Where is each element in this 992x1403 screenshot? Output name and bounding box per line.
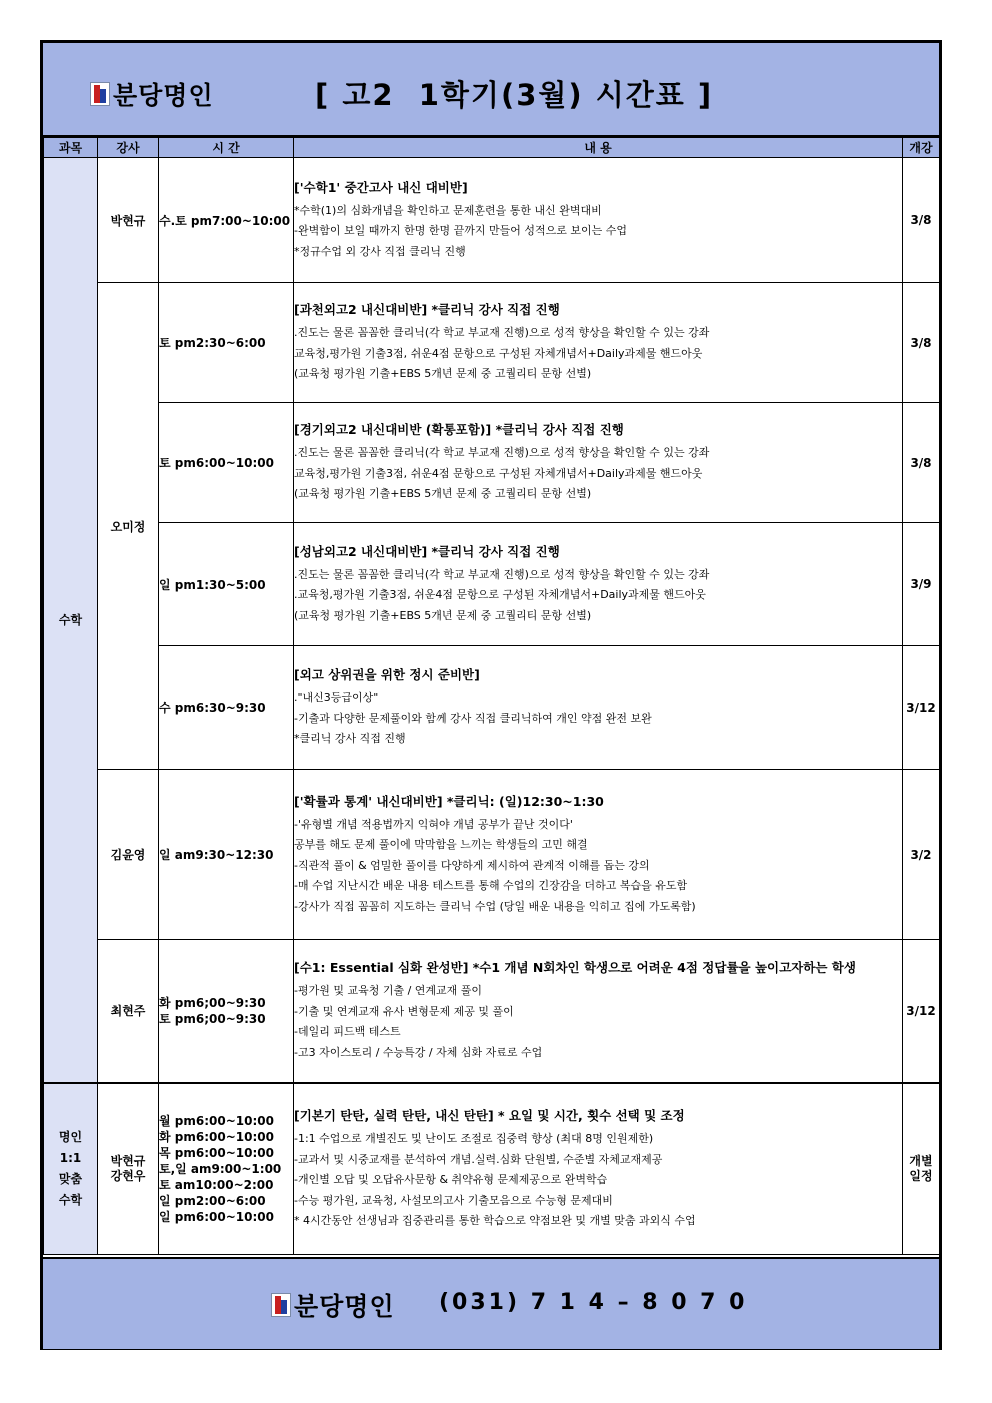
content-line: -개인별 오답 및 오답유사문항 & 취약유형 문제제공으로 완벽학습 — [294, 1173, 608, 1186]
content-line: .진도는 물론 꼼꼼한 클리닉(각 학교 부교재 진행)으로 성적 향상을 확인할 수 있는 강좌 — [294, 567, 710, 581]
time-cell: 토 pm6:00~10:00 — [159, 403, 294, 523]
teacher-cell: 오미정 — [98, 283, 159, 770]
class-title: [외고 상위권을 위한 정시 준비반] — [294, 667, 480, 683]
col-header-subject: 과목 — [44, 138, 98, 158]
content-line: -교과서 및 시중교재를 분석하여 개념.실력.심화 단원별, 수준별 자체교재제공 — [294, 1152, 663, 1166]
time-line: 토,일 am9:00~1:00 — [159, 1161, 282, 1176]
start-date: 3/8 — [903, 283, 940, 403]
start-line: 일정 — [909, 1168, 933, 1183]
table-row — [44, 158, 940, 283]
teacher-line: 강현우 — [110, 1168, 146, 1183]
class-title: [경기외고2 내신대비반 (확통포함)] *클리닉 강사 직접 진행 — [294, 422, 624, 438]
time-line: 일 pm2:00~6:00 — [159, 1193, 266, 1208]
time-cell — [159, 940, 294, 1083]
start-line: 개별 — [909, 1153, 933, 1168]
header-brand-name: 분당명인 — [113, 81, 214, 110]
teacher-cell: 최현주 — [98, 940, 159, 1083]
col-header-start: 개강 — [903, 138, 940, 158]
time-line: 토 pm6;00~9:30 — [159, 1011, 266, 1026]
teacher-cell — [98, 1083, 159, 1255]
time-cell — [159, 1083, 294, 1255]
time-line: 일 pm6:00~10:00 — [159, 1209, 274, 1224]
content-cell — [294, 1083, 903, 1255]
content-line: *정규수업 외 강사 직접 클리닉 진행 — [294, 244, 466, 258]
time-line: 월 pm6:00~10:00 — [159, 1113, 274, 1128]
content-line: .진도는 물론 꼼꼼한 클리닉(각 학교 부교재 진행)으로 성적 향상을 확인할 수 있는 강좌 — [294, 326, 710, 340]
content-line: .교육청,평가원 기출3점, 쉬운4점 문항으로 구성된 자체개념서+Daily과제물 핸드아웃 — [294, 588, 706, 602]
content-cell — [294, 158, 903, 283]
teacher-cell: 김윤영 — [98, 770, 159, 940]
content-line: -직관적 풀이 & 엄밀한 풀이를 다양하게 제시하여 관계적 이해를 돕는 강의 — [294, 858, 650, 872]
table-row — [44, 646, 940, 770]
subject-line: 명인 — [58, 1129, 83, 1144]
class-title: [수1: Essential 심화 완성반] *수1 개념 N회차인 학생으로 어려운 4점 정답률을 높이고자하는 학생 — [294, 960, 856, 976]
content-line: -기출과 다양한 문제풀이와 함께 강사 직접 클리닉하여 개인 약점 완전 보완 — [294, 711, 652, 725]
time-cell: 토 pm2:30~6:00 — [159, 283, 294, 403]
content-line: -고3 자이스토리 / 수능특강 / 자체 심화 자료로 수업 — [294, 1045, 543, 1059]
content-line: -데일리 피드백 테스트 — [294, 1025, 401, 1039]
header-logo — [90, 76, 214, 112]
col-header-time: 시 간 — [159, 138, 294, 158]
content-cell — [294, 940, 903, 1083]
content-line: 공부를 해도 문제 풀이에 막막함을 느끼는 학생들의 고민 해결 — [294, 838, 588, 852]
content-line: 교육청,평가원 기출3점, 쉬운4점 문항으로 구성된 자체개념서+Daily과제물 핸드아웃 — [294, 346, 703, 360]
footer-logo — [271, 1287, 395, 1323]
table-row — [44, 283, 940, 403]
brand-logo-icon — [271, 1293, 291, 1317]
time-line: 목 pm6:00~10:00 — [159, 1145, 274, 1160]
content-line: -매 수업 지난시간 배운 내용 테스트를 통해 수업의 긴장감을 더하고 복습을 유도함 — [294, 879, 688, 893]
class-title: [성남외고2 내신대비반] *클리닉 강사 직접 진행 — [294, 543, 560, 559]
content-line: -'유형별 개념 적용법까지 익혀야 개념 공부가 끝난 것이다' — [294, 817, 573, 831]
class-title: ['수학1' 중간고사 내신 대비반] — [294, 179, 468, 195]
content-line: *클리닉 강사 직접 진행 — [294, 732, 406, 746]
teacher-cell: 박현규 — [98, 158, 159, 283]
subject-line: 1:1 — [59, 1150, 82, 1165]
content-line: -평가원 및 교육청 기출 / 연계교재 풀이 — [294, 984, 483, 998]
time-line: 화 pm6:00~10:00 — [159, 1129, 274, 1144]
content-line: 교육청,평가원 기출3점, 쉬운4점 문항으로 구성된 자체개념서+Daily과제물 핸드아웃 — [294, 466, 703, 480]
start-date — [903, 1083, 940, 1255]
content-cell — [294, 770, 903, 940]
subject-line: 맞춤 — [58, 1171, 83, 1186]
time-cell: 일 pm1:30~5:00 — [159, 523, 294, 646]
subject-math: 수학 — [44, 158, 98, 1083]
content-line: *수학(1)의 심화개념을 확인하고 문제훈련을 통한 내신 완벽대비 — [294, 203, 602, 217]
table-row — [44, 1083, 940, 1255]
brand-logo-icon — [90, 82, 110, 106]
table-header-row — [44, 138, 940, 158]
page-title: [ 고2 1학기(3월) 시간표 ] — [315, 78, 714, 112]
content-cell — [294, 403, 903, 523]
table-row — [44, 770, 940, 940]
start-date: 3/12 — [903, 646, 940, 770]
content-line: -강사가 직접 꼼꼼히 지도하는 클리닉 수업 (당일 배운 내용을 익히고 집에 가도록함) — [294, 899, 696, 913]
footer-brand-name: 분당명인 — [294, 1292, 395, 1321]
content-line: -완벽함이 보일 때까지 한명 한명 끝까지 만들어 성적으로 보이는 수업 — [294, 224, 627, 238]
subject-line: 수학 — [58, 1192, 83, 1207]
content-line: (교육청 평가원 기출+EBS 5개년 문제 중 고퀄리티 문항 선별) — [294, 367, 592, 381]
table-row — [44, 403, 940, 523]
start-date: 3/8 — [903, 403, 940, 523]
content-cell — [294, 283, 903, 403]
time-line: 화 pm6;00~9:30 — [159, 995, 266, 1010]
start-date: 3/9 — [903, 523, 940, 646]
content-line: (교육청 평가원 기출+EBS 5개년 문제 중 고퀄리티 문항 선별) — [294, 487, 592, 501]
content-line: -수능 평가원, 교육청, 사설모의고사 기출모음으로 수능형 문제대비 — [294, 1193, 613, 1207]
col-header-teacher: 강사 — [98, 138, 159, 158]
class-title: [기본기 탄탄, 실력 탄탄, 내신 탄탄] * 요일 및 시간, 횟수 선택 및 조정 — [294, 1108, 685, 1123]
start-date: 3/12 — [903, 940, 940, 1083]
time-line: 토 am10:00~2:00 — [159, 1177, 274, 1192]
class-title: ['확률과 통계' 내신대비반] *클리닉: (일)12:30~1:30 — [294, 793, 604, 809]
content-cell — [294, 646, 903, 770]
table-row — [44, 940, 940, 1083]
header-banner — [43, 43, 939, 137]
timetable-frame — [40, 40, 942, 1350]
content-line: -1:1 수업으로 개별진도 및 난이도 조절로 집중력 향상 (최대 8명 인원제한) — [294, 1132, 654, 1145]
time-cell: 수 pm6:30~9:30 — [159, 646, 294, 770]
footer-banner — [43, 1257, 939, 1349]
class-title: [과천외고2 내신대비반] *클리닉 강사 직접 진행 — [294, 302, 560, 318]
content-line: ."내신3등급이상" — [294, 691, 379, 705]
start-date: 3/8 — [903, 158, 940, 283]
schedule-table — [43, 137, 940, 1255]
start-date: 3/2 — [903, 770, 940, 940]
col-header-content: 내 용 — [294, 138, 903, 158]
subject-oneonone — [44, 1083, 98, 1255]
table-row — [44, 523, 940, 646]
teacher-line: 박현규 — [110, 1153, 146, 1168]
time-cell: 일 am9:30~12:30 — [159, 770, 294, 940]
content-line: -기출 및 연계교재 유사 변형문제 제공 및 풀이 — [294, 1004, 514, 1018]
phone-number: (031) 7 1 4 – 8 0 7 0 — [439, 1290, 748, 1315]
content-line: (교육청 평가원 기출+EBS 5개년 문제 중 고퀄리티 문항 선별) — [294, 608, 592, 622]
content-line: * 4시간동안 선생님과 집중관리를 통한 학습으로 약점보완 및 개별 맞춤 과외식 수업 — [294, 1214, 696, 1227]
time-cell: 수.토 pm7:00~10:00 — [159, 158, 294, 283]
content-cell — [294, 523, 903, 646]
content-line: .진도는 물론 꼼꼼한 클리닉(각 학교 부교재 진행)으로 성적 향상을 확인할 수 있는 강좌 — [294, 446, 710, 460]
